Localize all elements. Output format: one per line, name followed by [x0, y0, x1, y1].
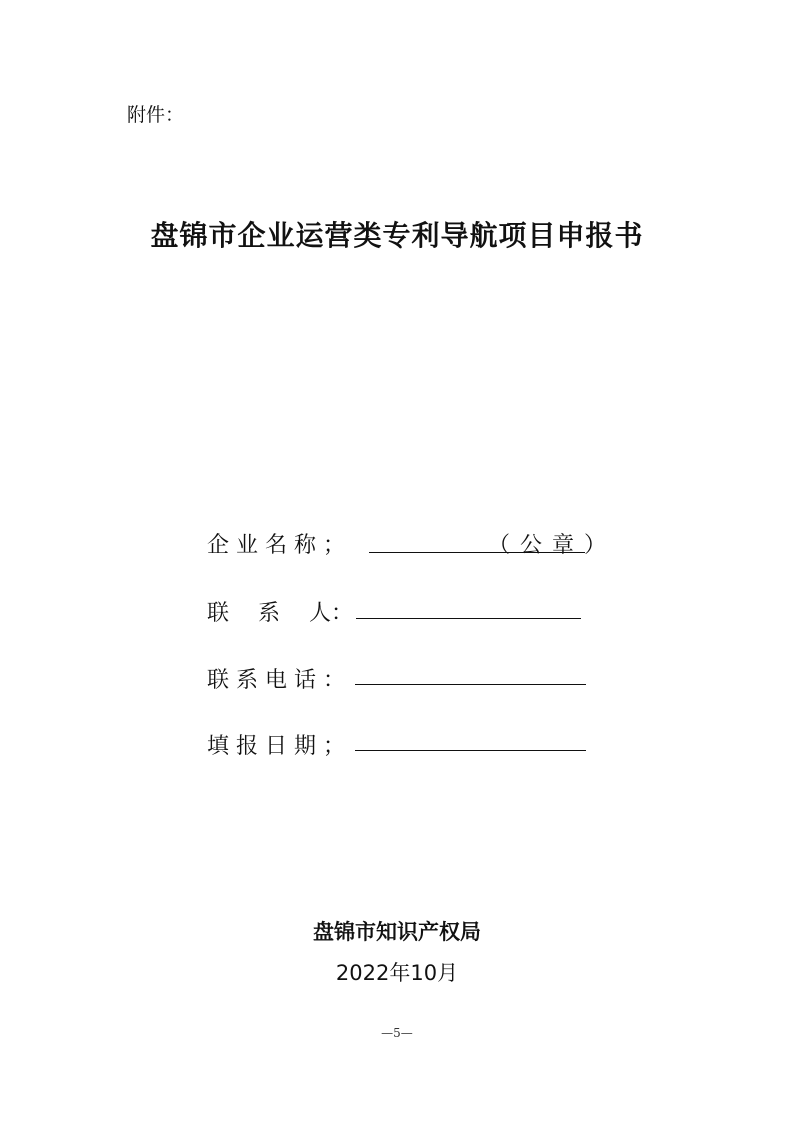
fill-date-field[interactable] [355, 750, 586, 751]
attachment-label: 附件： [127, 104, 185, 126]
contact-phone-field[interactable] [355, 684, 586, 685]
issuer-name: 盘锦市知识产权局 [313, 920, 481, 944]
fill-date-label: 填 报 日 期 ； [207, 734, 345, 759]
seal-note: （公章） [488, 533, 617, 558]
page-number: —5— [381, 1026, 413, 1040]
company-name-label: 企 业 名 称 ； [207, 533, 345, 558]
contact-person-label: 联 系 人： [207, 601, 353, 626]
issue-date: 2022年10月 [335, 961, 459, 985]
contact-phone-label: 联 系 电 话 ： [207, 668, 345, 693]
document-title: 盘锦市企业运营类专利导航项目申报书 [150, 219, 644, 252]
contact-person-field[interactable] [356, 618, 581, 619]
